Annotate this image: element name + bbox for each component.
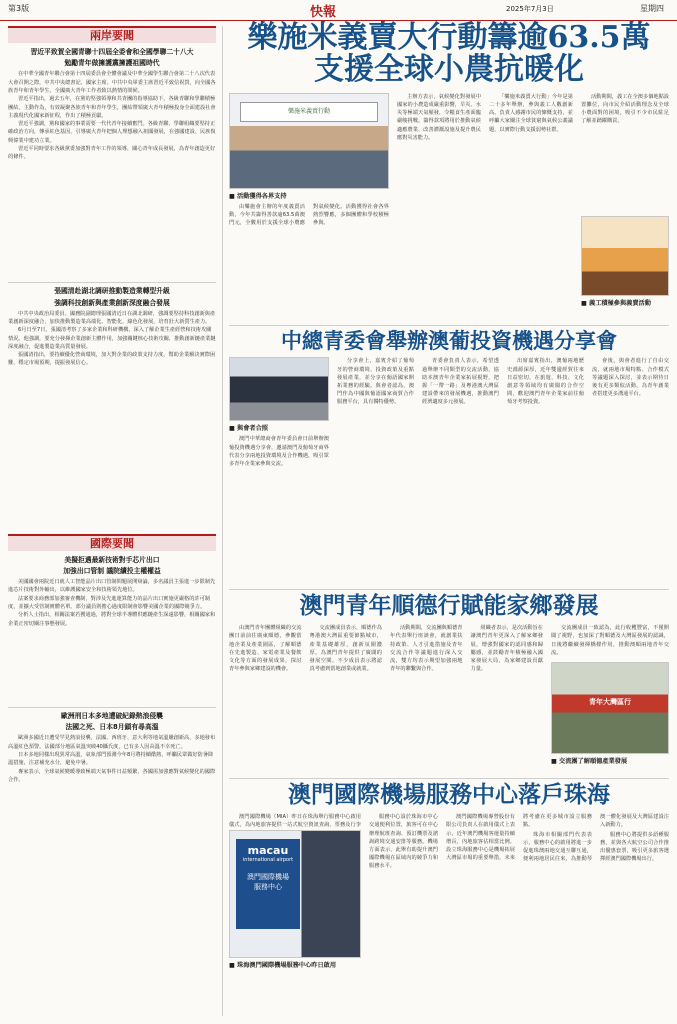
paragraph: 澳門國際機場（MIA）昨日在珠海舉行服務中心啟用儀式，為內地旅客提供一站式航空資訊查詢、票務及行李 [229,814,361,829]
divider [229,778,669,779]
article-body [8,578,216,703]
divider [8,282,216,283]
story4-headline: 澳門國際機場服務中心落戶珠海 [288,781,610,809]
issue-date: 2025年7月3日 [506,5,554,13]
issue-weekday: 星期四 [640,4,664,13]
paragraph: 珠海市相關部門代表表示，服務中心的啟用將進一步促進珠澳兩地交通互聯互通，便利兩地居民往來，為推動琴澳一體化發展及大灣區建設注入新動力。 [523,814,669,863]
story1-body-right [581,93,669,213]
article-subheadline: 加強出口管制 議院續投主權權益 [63,566,161,575]
story3-group-photo [551,662,669,754]
story4-body-lead [229,813,361,830]
story1-body-left [229,203,389,313]
story2-group-photo [229,357,329,421]
story3-photo-block [551,624,669,774]
story4-photo-block [229,813,361,973]
story4-airport-photo [229,830,361,958]
story2-body [337,357,669,585]
story1-caption-2: ■ 義工積極參與義賣活動 [581,299,651,307]
story3-headline: 澳門青年順德行賦能家鄉發展 [299,592,599,620]
divider [229,325,669,326]
column-divider [222,26,223,1016]
section-header-cross-strait: 兩岸要聞 [8,26,216,43]
article-body [8,310,216,528]
article-headline: 美擬拒邁最新技術對手芯片出口 [64,555,160,564]
story1-subheadline: 支援全球小農抗暖化 [314,52,584,88]
paragraph: 活動期間，交流團與順德青年代表舉行座談會，就創業扶持政策、人才引進措施及青年交流合作等議題進行深入交流，雙方均表示期望加強兩地青年的聯繫與合作。 [390,625,463,673]
story1-side [581,93,669,321]
paragraph: 法案要求商務部加強審查機制，對涉及先進運算能力的晶片出口實施更嚴格的許可制度，並擴大受管制實體名單。部分議員則擔心過度限制會影響美國企業的國際競爭力。 [8,595,210,610]
story1-photo-block [229,93,389,321]
story1-group-photo [229,93,389,189]
paragraph: 專家表示，全球氣候變暖導致極端天氣事件日益頻繁，各國需加強應對氣候變化的國際合作。 [8,768,216,783]
story1-body [397,93,573,321]
paragraph: 青委會負責人表示，希望透過舉辦不同類型的交流活動，協助本澳青年企業家拓展視野，把握「一帶一路」及粵港澳大灣區建設帶來的發展機遇，推動澳門經濟適度多元發展。 [422,358,499,406]
paragraph: 中共中央政治局委員、國務院副總理張國清近日在湖北調研，強調要堅持科技創新與產業創新深度融合，加快推動製造業高端化、智能化、綠色化發展，培育壯大新質生產力。 [8,310,216,325]
story4-caption: ■ 珠海澳門國際機場服務中心昨日啟用 [229,962,337,970]
airport-signboard: macau international airport 澳門國際機場 服務中心 [236,839,300,929]
article-body [8,70,216,278]
left-news-column [8,26,216,879]
paragraph: 由澳門青年團體組織的交流團日前前往廣東順德，參觀當地企業及產業園區，了解順德在先進製造、家電產業及餐飲文化等方面的發展成果，探討青年參與家鄉建設的機會。 [229,625,302,673]
paragraph: 交流團成員表示，順德作為粵港澳大灣區重要節點城市，產業基礎雄厚，創新氛圍濃厚，為澳門青年提供了廣闊的發展空間。不少成員表示將認真考慮到當地創業或就業。 [309,625,382,673]
paragraph: 主辦方表示，氣候變化對發展中國家的小農造成嚴重影響，旱災、水災等極端天氣頻發，令糧食生產面臨嚴峻挑戰。籌得款項將用於推動氣候適應農業、改善灌溉設施及提升農民應對災害能力。 [397,93,481,141]
masthead [0,0,677,21]
article-headline: 習近平致賀全國青聯十四屆全委會和全國學聯二十八大 [30,48,194,56]
paragraph: 分享會上，嘉賓介紹了葡萄牙的營商環境、投資政策及重點發展產業，並分享在葡語國家開拓業務的經驗。與會者認為，澳門作為中國與葡語國家商貿合作服務平台，具有獨特優勢。 [337,358,414,406]
story2-body-left [229,435,329,585]
paragraph: 歐洲多國近日遭受罕見熱浪侵襲，法國、西班牙、意大利等地氣溫屢創新高，多地發布高溫紅色預警。法國部分地區氣溫突破40攝氏度，已有多人因高溫不幸死亡。 [8,735,216,750]
paragraph: 習近平同時要求各級黨委加強對青年工作的領導，關心青年成長發展，為青年創造更好的條件。 [8,146,216,161]
newspaper-title: 快報 [310,5,337,20]
story4-body [369,813,669,973]
story1-caption: ■ 活動獲得各界支持 [229,192,287,200]
paragraph: 會後，與會者進行了自由交流，就兩地市場特點、合作模式等議題深入探討，並表示期待日後有更多類似活動，為青年創業者搭建更多溝通平台。 [592,358,669,398]
paragraph: 日本多地同樣出現異常高溫，氣象部門預測今年8月將持續酷熱，呼籲民眾做好防暑降溫措施，注意補充水分，避免中暑。 [8,751,214,767]
paragraph: 澳門中華總商會青年委員會日前舉辦澳葡投資機遇分享會，邀請澳門及葡萄牙商界代表分享兩地投資環境及合作機遇，吸引眾多青年企業家參與交流。 [229,436,329,468]
right-news-area [229,22,669,973]
paragraph: 在中華全國青年聯合會第十四屆委員會全體會議及中華全國學生聯合會第二十八次代表大會召開之際，中共中央總書記、國家主席、中共中央軍委主席習近平致信祝賀，向全國各族青年和青年學生、全國廣大青年工作者致以熱情的問候。 [8,71,216,94]
article-subheadline: 強調科技創新與產業創新深度融合發展 [54,298,170,307]
article-headline: 張國清赴湖北調研推動製造業轉型升級 [54,287,170,296]
article-headline: 歐洲刑日本多地遭破紀錄熱浪侵襲 [61,712,163,721]
section-header-international: 國際要聞 [8,534,216,551]
article-subheadline: 法國之死、日本8月鎖有尋高溫 [65,723,159,732]
paragraph: 服務中心設於珠海市中心交通便利位置，旅客可在中心辦理航班查詢、預訂機票及諮詢跨境交通安排等服務。機場方面表示，此舉有助提升澳門國際機場在區域內的競爭力和服務水平。 [369,814,438,870]
paragraph: 張國清指出，要持續優化營商環境，加大對企業的政策支持力度，幫助企業解決實際困難，穩定市場預期，提振發展信心。 [8,352,216,367]
page-number: 第3版 [8,4,30,13]
story3-body-right [551,624,669,662]
paragraph: 活動期間，義工在全澳多個地點設置攤位，向市民介紹活動理念及全球小農面對的困境，吸引不少市民駐足了解並踴躍購買。 [581,93,669,125]
story2-photo-block [229,357,329,585]
paragraph: 由樂施會主辦的年度義賣活動，今年共籌得善款逾63.5萬澳門元，全數用於支援全球小農應對氣候變化。活動獲得社會各界熱烈響應，多個團體和學校積極參與。 [229,203,389,227]
paragraph: 出席嘉賓指出，澳葡兩地歷史淵源深厚，近年雙邊經貿往來日益密切，在旅遊、科技、文化創意等領域均有廣闊的合作空間，歡迎澳門青年企業家前往葡萄牙考察投資。 [507,358,584,406]
paragraph: 交流團成員一致認為，此行收穫豐富，不僅開闊了視野，也加深了對順德及大灣區發展的認識，日後將繼續發揮橋樑作用，推動澳順兩地青年交流。 [551,625,669,656]
paragraph: 「樂施米義賣大行動」今年是第二十多年舉辦，參與義工人數創新高。負責人感謝市民的慷慨支持，並呼籲大家關注全球貧窮與氣候公義議題，以實際行動支援弱勢社群。 [489,93,573,133]
divider [229,589,669,590]
article-subheadline: 勉勵青年做擁護黨擁護祖國時代 [64,59,160,68]
story1-headline: 樂施米義賣大行動籌逾63.5萬 [247,20,651,55]
paragraph: 澳門國際機場專營股份有限公司負責人在啟用儀式上表示，近年澳門機場客運量持續增長，內地旅客佔相當比例。設立珠海服務中心是機場拓展大灣區市場的重要舉措，未來將考慮在更多城市設立服務點。 [446,814,592,862]
divider [8,707,216,708]
photo-banner: 青年大灣區行 [564,695,656,709]
paragraph: 分析人士指出，相關法案若獲通過，將對全球半導體供應鏈產生深遠影響，相關國家和企業正密切關注事態發展。 [8,612,216,627]
paragraph: 服務中心將提供多語種服務，並與各大航空公司合作推出優惠套票，吸引更多旅客選擇經澳門國際機場出行。 [600,831,669,863]
story2-caption: ■ 與會者合照 [229,425,268,433]
paragraph: 習近平指出，過去五年，在黨的堅強領導和共青團的指導協助下，各級青聯和學聯積極團結，主動作為，有效凝聚各族青年和青年學生，團結帶領廣大青年積極投身全面建設社會主義現代化國家新征程，作出了積極貢獻。 [8,96,216,119]
paragraph: 6月日至7日，張國清考察了多家企業和科研機構，深入了解企業生產經營和技術攻關情況。他強調，要充分發揮企業創新主體作用，加強關鍵核心技術攻關，推動創新鏈產業鏈深度融合，促進製造業高質量發展。 [8,327,216,350]
paragraph: 美國國會兩院近日就人工智能晶片出口管制問題展開辯論，多名議員主張進一步限制先進芯片技術對外輸出，以維護國家安全和技術領先地位。 [8,579,216,594]
story2-headline: 中總青委會舉辦澳葡投資機遇分享會 [281,327,617,353]
paragraph: 組織者表示，是次活動旨在讓澳門青年更深入了解家鄉發展，增強對國家的認同感和歸屬感，並鼓勵青年積極融入國家發展大局，為家鄉建設貢獻力量。 [470,625,543,673]
photo-banner: 樂施米義賣行動 [240,102,378,122]
paragraph: 習近平強調，黨和國家的事業需要一代代青年接續奮鬥。各級青聯、學聯組織要堅持正確政治方向，傳承紅色基因，引導廣大青年把個人理想融入祖國發展，在強國建設、民族復興偉業中建功立業。 [8,121,216,144]
article-body [8,734,216,879]
story3-caption: ■ 交流團了解順德產業發展 [551,758,628,766]
story3-body [229,624,543,774]
story1-volunteer-photo [581,216,669,296]
